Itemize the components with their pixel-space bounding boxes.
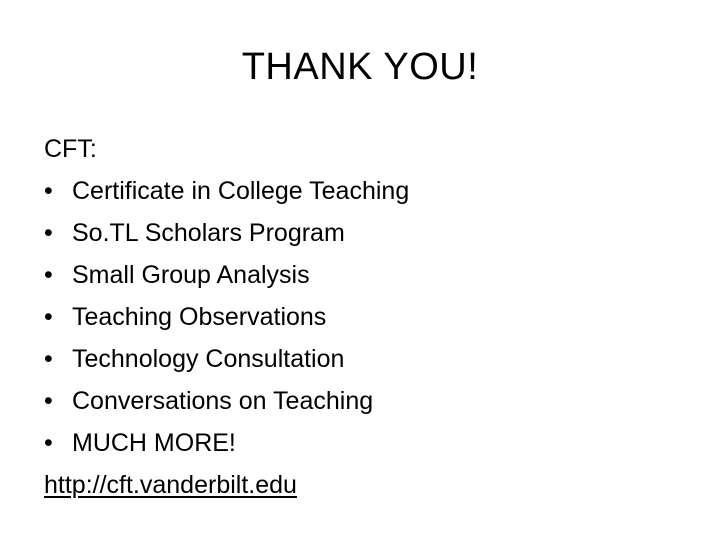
list-item: [44, 212, 684, 254]
list-item: [44, 296, 684, 338]
list-item-text: Small Group Analysis: [72, 261, 310, 289]
list-item: [44, 422, 684, 464]
bullet-icon: •: [44, 261, 53, 289]
bullet-icon: •: [44, 177, 53, 205]
bullet-icon: •: [44, 345, 53, 373]
list-item-text: Technology Consultation: [72, 345, 345, 373]
list-item-text: So.TL Scholars Program: [72, 219, 345, 247]
list-item-text: Conversations on Teaching: [72, 387, 374, 415]
list-item: [44, 380, 684, 422]
bullet-icon: •: [44, 219, 53, 247]
bullet-icon: •: [44, 387, 53, 415]
list-item: [44, 254, 684, 296]
intro-label: CFT:: [44, 135, 97, 163]
bullet-icon: •: [44, 303, 53, 331]
list-item-text: Teaching Observations: [72, 303, 327, 331]
slide-body: [44, 128, 684, 506]
list-item-text: MUCH MORE!: [72, 429, 236, 457]
bullet-icon: •: [44, 429, 53, 457]
cft-website-link[interactable]: http://cft.vanderbilt.edu: [44, 471, 297, 499]
slide-title: THANK YOU!: [241, 46, 479, 88]
list-item: [44, 170, 684, 212]
list-item-text: Certificate in College Teaching: [72, 177, 410, 205]
list-item: [44, 338, 684, 380]
